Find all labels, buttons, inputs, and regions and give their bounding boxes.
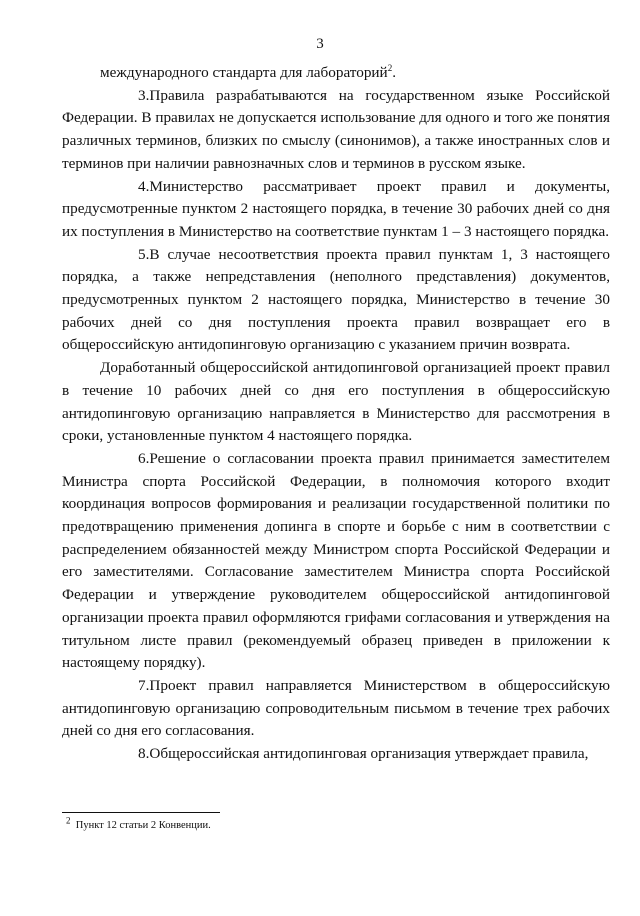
paragraph-6 — [62, 448, 610, 675]
paragraph-4 — [62, 176, 610, 244]
paragraph-text: В случае несоответствия проекта правил пунктам 1, 3 настоящего порядка, а также непредставления (неполного представления) документов, предусмотренных пунктом 2 настоящего порядка, Министерство в течение 30 рабочих дней со дня поступления проекта правил возвращает его в общероссийскую антидопинговую организацию с указанием причин возврата. — [62, 245, 610, 354]
paragraph-7 — [62, 675, 610, 743]
paragraph-number: 8. — [138, 745, 150, 763]
paragraph-text: Проект правил направляется Министерством в общероссийскую антидопинговую организацию сопроводительным письмом в течение трех рабочих дней со дня его согласования. — [62, 676, 610, 740]
paragraph-number: 6. — [138, 449, 150, 467]
paragraph-text: Правила разрабатываются на государственном языке Российской Федерации. В правилах не допускается использование для одного и того же понятия различных терминов, близких по смыслу (синонимов), а также иностранных слов и терминов при наличии равнозначных слов и терминов в русском языке. — [62, 86, 610, 172]
paragraph-text: Общероссийская антидопинговая организация утверждает правила, — [149, 745, 589, 763]
paragraph-text: Министерство рассматривает проект правил и документы, предусмотренные пунктом 2 настоящего порядка, в течение 30 рабочих дней со дня их поступления в Министерство на соответствие пунктам 1 – 3 настоящего порядка. — [62, 177, 610, 240]
paragraph-8 — [62, 743, 610, 766]
footnote-divider — [62, 812, 220, 813]
paragraph-5 — [62, 244, 610, 358]
footnote-mark: 2 — [66, 815, 71, 826]
document-body — [62, 62, 610, 766]
footnote — [66, 815, 211, 831]
paragraph-number: 5. — [138, 245, 150, 263]
intro-paragraph — [62, 62, 610, 85]
footnote-text: Пункт 12 статьи 2 Конвенции. — [75, 820, 211, 831]
paragraph-text: Доработанный общероссийской антидопинговой организацией проект правил в течение 10 рабочих дней со дня его поступления в общероссийскую антидопинговую организацию направляется в Министерство для рассмотрения в сроки, установленные пунктом 4 настоящего порядка. — [62, 359, 610, 445]
page-number: 3 — [316, 36, 324, 52]
intro-line: международного стандарта для лабораторий — [100, 64, 388, 81]
paragraph-number: 7. — [138, 676, 150, 694]
intro-end: . — [392, 64, 396, 81]
paragraph-3 — [62, 85, 610, 176]
paragraph-number: 4. — [138, 177, 150, 195]
paragraph-5-continued — [62, 357, 610, 448]
paragraph-text: Решение о согласовании проекта правил принимается заместителем Министра спорта Российской Федерации, в полномочия которого входит координация вопросов формирования и реализации государственной политики по предотвращению применения допинга в спорте и борьбе с ним в соответствии с распределением обязанностей между Министром спорта Российской Федерации и его заместителями. Согласование заместителем Министра спорта Российской Федерации и утверждение руководителем общероссийской антидопинговой организации проекта правил оформляются грифами согласования и утверждения на титульном листе правил (рекомендуемый образец приведен в приложении к настоящему порядку). — [62, 449, 610, 672]
footnote-reference: 2 — [387, 62, 393, 73]
paragraph-number: 3. — [138, 86, 150, 104]
